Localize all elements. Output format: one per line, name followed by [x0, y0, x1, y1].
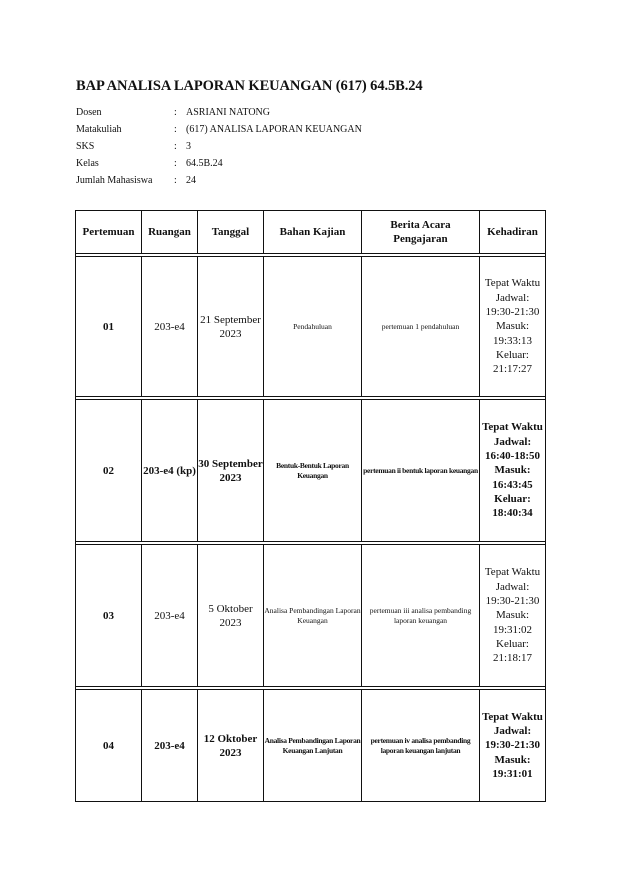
cell-kehadiran: Tepat Waktu Jadwal: 19:30-21:30 Masuk: 19:31:02 Keluar: 21:18:17	[480, 545, 546, 687]
course-info	[76, 104, 362, 189]
cell-tanggal: 5 Oktober 2023	[198, 545, 264, 687]
info-colon: :	[174, 175, 177, 186]
cell-ruangan: 203-e4	[142, 257, 198, 397]
cell-bahan-kajian: Bentuk-Bentuk Laporan Keuangan	[264, 400, 362, 542]
cell-bahan-kajian: Analisa Pembandingan Laporan Keuangan Lanjutan	[264, 690, 362, 802]
cell-pertemuan: 02	[76, 400, 142, 542]
info-value: 64.5B.24	[186, 158, 223, 169]
info-colon: :	[174, 158, 177, 169]
header-bahan-kajian: Bahan Kajian	[264, 211, 362, 254]
cell-tanggal: 12 Oktober 2023	[198, 690, 264, 802]
cell-pertemuan: 01	[76, 257, 142, 397]
info-value: (617) ANALISA LAPORAN KEUANGAN	[186, 124, 362, 135]
table-row	[76, 400, 546, 542]
page-title: BAP ANALISA LAPORAN KEUANGAN (617) 64.5B.24	[76, 78, 423, 94]
table-row	[76, 545, 546, 687]
table-row	[76, 690, 546, 802]
info-label: SKS	[76, 141, 95, 152]
info-value: 24	[186, 175, 196, 186]
info-label: Jumlah Mahasiswa	[76, 175, 153, 186]
info-value: ASRIANI NATONG	[186, 107, 270, 118]
info-value: 3	[186, 141, 191, 152]
table-row	[76, 257, 546, 397]
info-row-dosen	[76, 104, 362, 121]
cell-berita-acara: pertemuan 1 pendahuluan	[362, 257, 480, 397]
cell-bahan-kajian: Analisa Pembandingan Laporan Keuangan	[264, 545, 362, 687]
info-row-sks	[76, 138, 362, 155]
info-label: Dosen	[76, 107, 102, 118]
cell-pertemuan: 03	[76, 545, 142, 687]
info-label: Kelas	[76, 158, 99, 169]
cell-kehadiran: Tepat Waktu Jadwal: 16:40-18:50 Masuk: 16:43:45 Keluar: 18:40:34	[480, 400, 546, 542]
cell-berita-acara: pertemuan ii bentuk laporan keuangan	[362, 400, 480, 542]
header-tanggal: Tanggal	[198, 211, 264, 254]
info-row-matakuliah	[76, 121, 362, 138]
cell-tanggal: 21 September 2023	[198, 257, 264, 397]
header-ruangan: Ruangan	[142, 211, 198, 254]
info-colon: :	[174, 141, 177, 152]
info-row-jumlah-mahasiswa	[76, 172, 362, 189]
cell-kehadiran: Tepat Waktu Jadwal: 19:30-21:30 Masuk: 19:33:13 Keluar: 21:17:27	[480, 257, 546, 397]
info-colon: :	[174, 107, 177, 118]
header-kehadiran: Kehadiran	[480, 211, 546, 254]
info-colon: :	[174, 124, 177, 135]
cell-pertemuan: 04	[76, 690, 142, 802]
info-row-kelas	[76, 155, 362, 172]
cell-ruangan: 203-e4	[142, 545, 198, 687]
table-header-row	[76, 211, 546, 254]
cell-bahan-kajian: Pendahuluan	[264, 257, 362, 397]
cell-kehadiran: Tepat Waktu Jadwal: 19:30-21:30 Masuk: 19:31:01	[480, 690, 546, 802]
header-pertemuan: Pertemuan	[76, 211, 142, 254]
cell-tanggal: 30 September 2023	[198, 400, 264, 542]
header-berita-acara: Berita Acara Pengajaran	[362, 211, 480, 254]
bap-table	[75, 210, 546, 802]
cell-berita-acara: pertemuan iv analisa pembanding laporan keuangan lanjutan	[362, 690, 480, 802]
cell-berita-acara: pertemuan iii analisa pembanding laporan keuangan	[362, 545, 480, 687]
cell-ruangan: 203-e4 (kp)	[142, 400, 198, 542]
cell-ruangan: 203-e4	[142, 690, 198, 802]
info-label: Matakuliah	[76, 124, 122, 135]
